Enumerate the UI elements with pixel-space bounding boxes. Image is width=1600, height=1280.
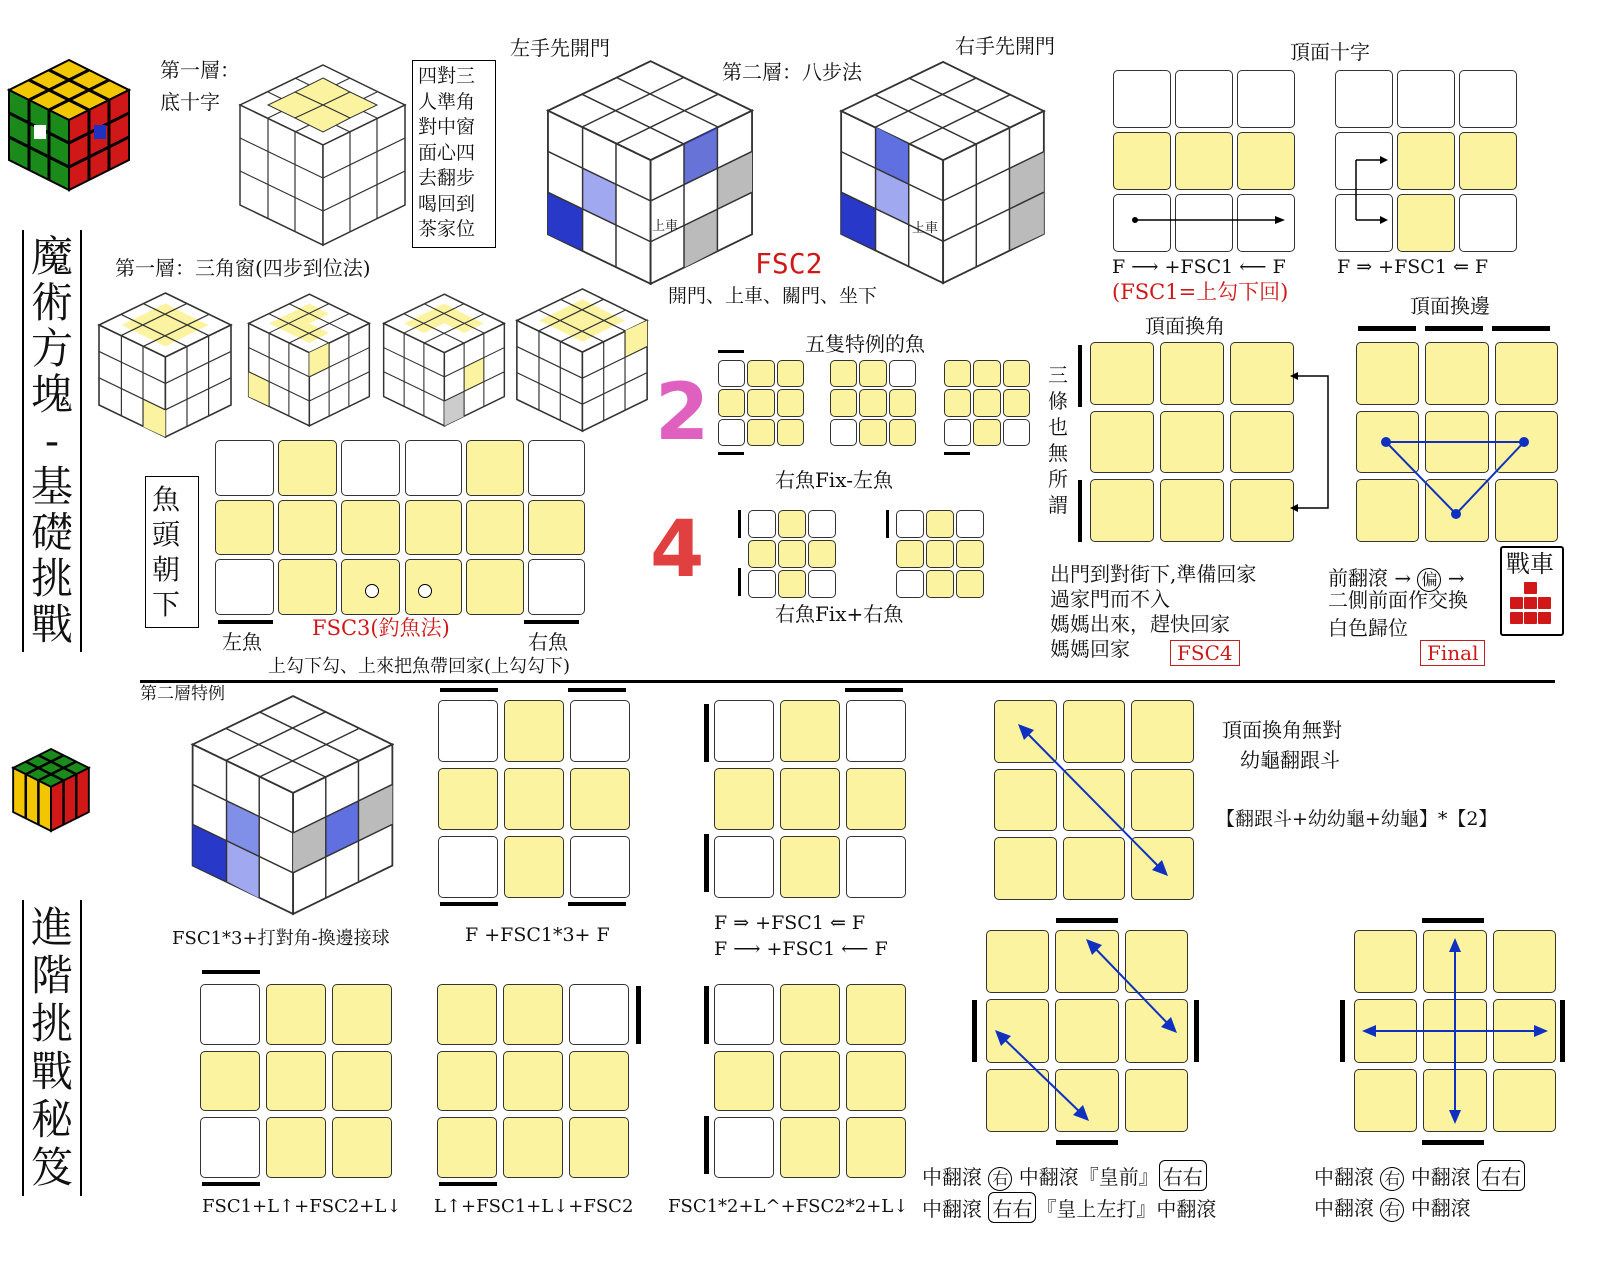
edge-swap-line3: 白色歸位 — [1328, 616, 1408, 640]
poem-text: 四對三 人準角 對中窗 面心四 去翻步 喝回到 茶家位 — [418, 65, 476, 240]
edge-swap-title: 頂面換邊 — [1410, 294, 1490, 318]
fsc3-description: 上勾下勾、上來把魚帶回家(上勾勾下) — [268, 656, 571, 677]
edge-swap-bar-2 — [1425, 326, 1483, 331]
section-divider — [140, 680, 1555, 683]
cube-bottom-cross — [235, 60, 410, 250]
dd-bar-top — [1056, 918, 1118, 923]
adv2-bar-c — [704, 834, 709, 892]
adv3-bar-b — [202, 1182, 260, 1186]
right-fish-label: 右魚 — [528, 630, 568, 654]
cross-bar-top — [1422, 918, 1484, 923]
five-fish-grid-1 — [718, 360, 804, 446]
cube-triangle-4 — [512, 285, 652, 435]
fish-dot-left — [365, 584, 379, 598]
formula-f1: FSC1*3+打對角-換邊接球 — [172, 928, 390, 949]
rubik-logo-icon — [4, 55, 134, 195]
fsc3-label: FSC3(釣魚法) — [312, 616, 450, 640]
cube-left-hand — [540, 55, 760, 290]
formula-f6: FSC1*2+L^+FSC2*2+L↓ — [668, 1196, 909, 1217]
cube-triangle-1 — [95, 285, 235, 445]
corner-no-match-b: 幼龜翻跟斗 — [1240, 748, 1340, 772]
corner-formula: 【翻跟斗+幼幼龜+幼龜】*【2】 — [1216, 808, 1498, 830]
fsc1-note: (FSC1=上勾下回) — [1112, 280, 1289, 304]
number-4: 4 — [650, 505, 705, 595]
top-cross-arrows — [1110, 150, 1530, 240]
adv2-bar-a — [845, 688, 903, 692]
formula-f3b: F ⟶ +FSC1 ⟵ F — [714, 938, 888, 960]
edge-swap-triangle — [1356, 342, 1558, 542]
edge-swap-bar-3 — [1492, 326, 1550, 331]
fix-bar-3 — [886, 510, 889, 538]
adv1-bar-a — [440, 688, 498, 692]
corner-swap-lines: 出門到對街下,準備回家 過家門而不入 媽媽出來，趕快回家 媽媽回家 — [1050, 562, 1257, 661]
roll-formula-left-2: 中翻滾 右右 『皇上左打』中翻滾 — [922, 1192, 1216, 1223]
corner-no-match-a: 頂面換角無對 — [1222, 718, 1342, 742]
adv1-bar-d — [568, 902, 626, 906]
corner-swap-side-note: 三 條 也 無 所 謂 — [1048, 363, 1068, 517]
adv-grid-4 — [437, 984, 629, 1178]
adv2-bar-b — [704, 704, 709, 762]
chariot-label: 戰車 — [1506, 550, 1554, 578]
triangle-window-heading: 第一層：三角窗(四步到位法) — [115, 256, 371, 280]
fix-grid-1 — [748, 510, 836, 598]
formula-f2: F +FSC1*3+ F — [465, 924, 610, 946]
fix-right-label: 右魚Fix+右魚 — [775, 602, 904, 626]
fish-grid-right — [405, 440, 585, 615]
layer1-subheading: 底十字 — [160, 90, 220, 114]
corner-swap-title: 頂面換角 — [1145, 314, 1225, 338]
roll-formula-left-1: 中翻滾 右 中翻滾『皇前』 右右 — [922, 1160, 1207, 1191]
roll-formula-right-2: 中翻滾 右 中翻滾 — [1314, 1196, 1471, 1220]
five-fish-bar-3 — [944, 452, 970, 455]
corner-swap-bar-top — [1078, 345, 1082, 407]
five-fish-bar-1 — [718, 350, 744, 353]
chariot-icon — [1505, 580, 1557, 628]
five-fish-bar-2 — [718, 452, 744, 455]
advanced-challenge-title: 進 階 挑 戰 秘 笈 — [22, 900, 82, 1196]
edge-swap-line1: 前翻滾 → 偏 → — [1328, 566, 1465, 590]
cube-triangle-3 — [380, 285, 508, 435]
adv-grid-1 — [438, 700, 630, 898]
corner-swap-arrow — [1288, 362, 1338, 522]
adv5-bar-a — [704, 986, 709, 1044]
fix-grid-2 — [896, 510, 984, 598]
layer1-heading: 第一層： — [160, 58, 240, 82]
fsc2-label: FSC2 — [755, 247, 823, 280]
cube-layer2-special — [185, 690, 400, 920]
formula-f5: L↑+FSC1+L↓+FSC2 — [434, 1196, 634, 1217]
formula-f4: FSC1+L↑+FSC2+L↓ — [202, 1196, 402, 1217]
fish-edge-bar-left — [218, 620, 273, 624]
adv4-bar-b — [439, 1182, 497, 1186]
fix-bar-2 — [738, 568, 741, 596]
up-car-label-b: 上車 — [912, 221, 939, 236]
fix-bar-1 — [738, 510, 741, 538]
five-fish-title: 五隻特例的魚 — [805, 332, 925, 356]
adv-grid-5 — [714, 984, 906, 1178]
basic-challenge-title: 魔 術 方 塊 - 基 礎 挑 戰 — [22, 230, 82, 652]
formula-f3a: F ⇒ +FSC1 ⇐ F — [714, 912, 866, 934]
dd-bar-right — [1194, 1000, 1199, 1062]
adv1-bar-b — [568, 688, 626, 692]
adv-grid-2 — [714, 700, 906, 898]
diagonal-swap-arrow — [994, 700, 1194, 900]
left-hand-title: 左手先開門 — [510, 36, 610, 60]
five-fish-grid-2 — [830, 360, 916, 446]
corner-swap-bar-bottom — [1078, 480, 1082, 542]
adv1-bar-c — [440, 902, 498, 906]
dd-bar-left — [972, 1000, 977, 1062]
dd-bar-bottom — [1056, 1140, 1118, 1145]
cross-bar-right — [1560, 1000, 1565, 1062]
corner-swap-grid — [1090, 342, 1294, 542]
fix-left-label: 右魚Fix-左魚 — [775, 468, 893, 492]
number-2: 2 — [655, 368, 710, 458]
up-car-label-a: 上車 — [652, 219, 679, 234]
fish-dot-right — [418, 584, 432, 598]
five-fish-grid-3 — [944, 360, 1030, 446]
final-label: Final — [1420, 640, 1485, 666]
eight-step-title: 第二層：八步法 — [722, 60, 862, 84]
adv3-bar-a — [202, 970, 260, 974]
edge-swap-line2: 二側前面作交換 — [1328, 588, 1468, 612]
fsc2-description: 開門、上車、關門、坐下 — [668, 285, 878, 307]
cube-right-hand — [835, 55, 1050, 290]
rubik-logo-small-icon — [10, 745, 92, 835]
cross-bar-left — [1340, 1000, 1345, 1062]
fish-edge-bar-right — [524, 620, 579, 624]
right-hand-title: 右手先開門 — [955, 34, 1055, 58]
fsc4-label: FSC4 — [1170, 640, 1240, 666]
cube-triangle-2 — [245, 285, 373, 435]
top-cross-formula-b: F ⇒ +FSC1 ⇐ F — [1337, 256, 1489, 278]
layer2-special-title: 第二層特例 — [140, 684, 225, 704]
double-diagonal-arrows — [986, 930, 1188, 1132]
fish-head-down-text: 魚 頭 朝 下 — [152, 483, 181, 621]
top-cross-formula-a: F ⟶ +FSC1 ⟵ F — [1112, 256, 1286, 278]
adv-grid-3 — [200, 984, 392, 1178]
edge-swap-bar-1 — [1358, 326, 1416, 331]
left-fish-label: 左魚 — [222, 630, 262, 654]
adv4-bar-a — [636, 986, 641, 1044]
cross-bar-bottom — [1422, 1140, 1484, 1145]
cross-swap-arrows — [1354, 930, 1556, 1132]
adv5-bar-b — [704, 1116, 709, 1174]
top-cross-title: 頂面十字 — [1290, 40, 1370, 64]
roll-formula-right-1: 中翻滾 右 中翻滾 右右 — [1314, 1160, 1525, 1191]
